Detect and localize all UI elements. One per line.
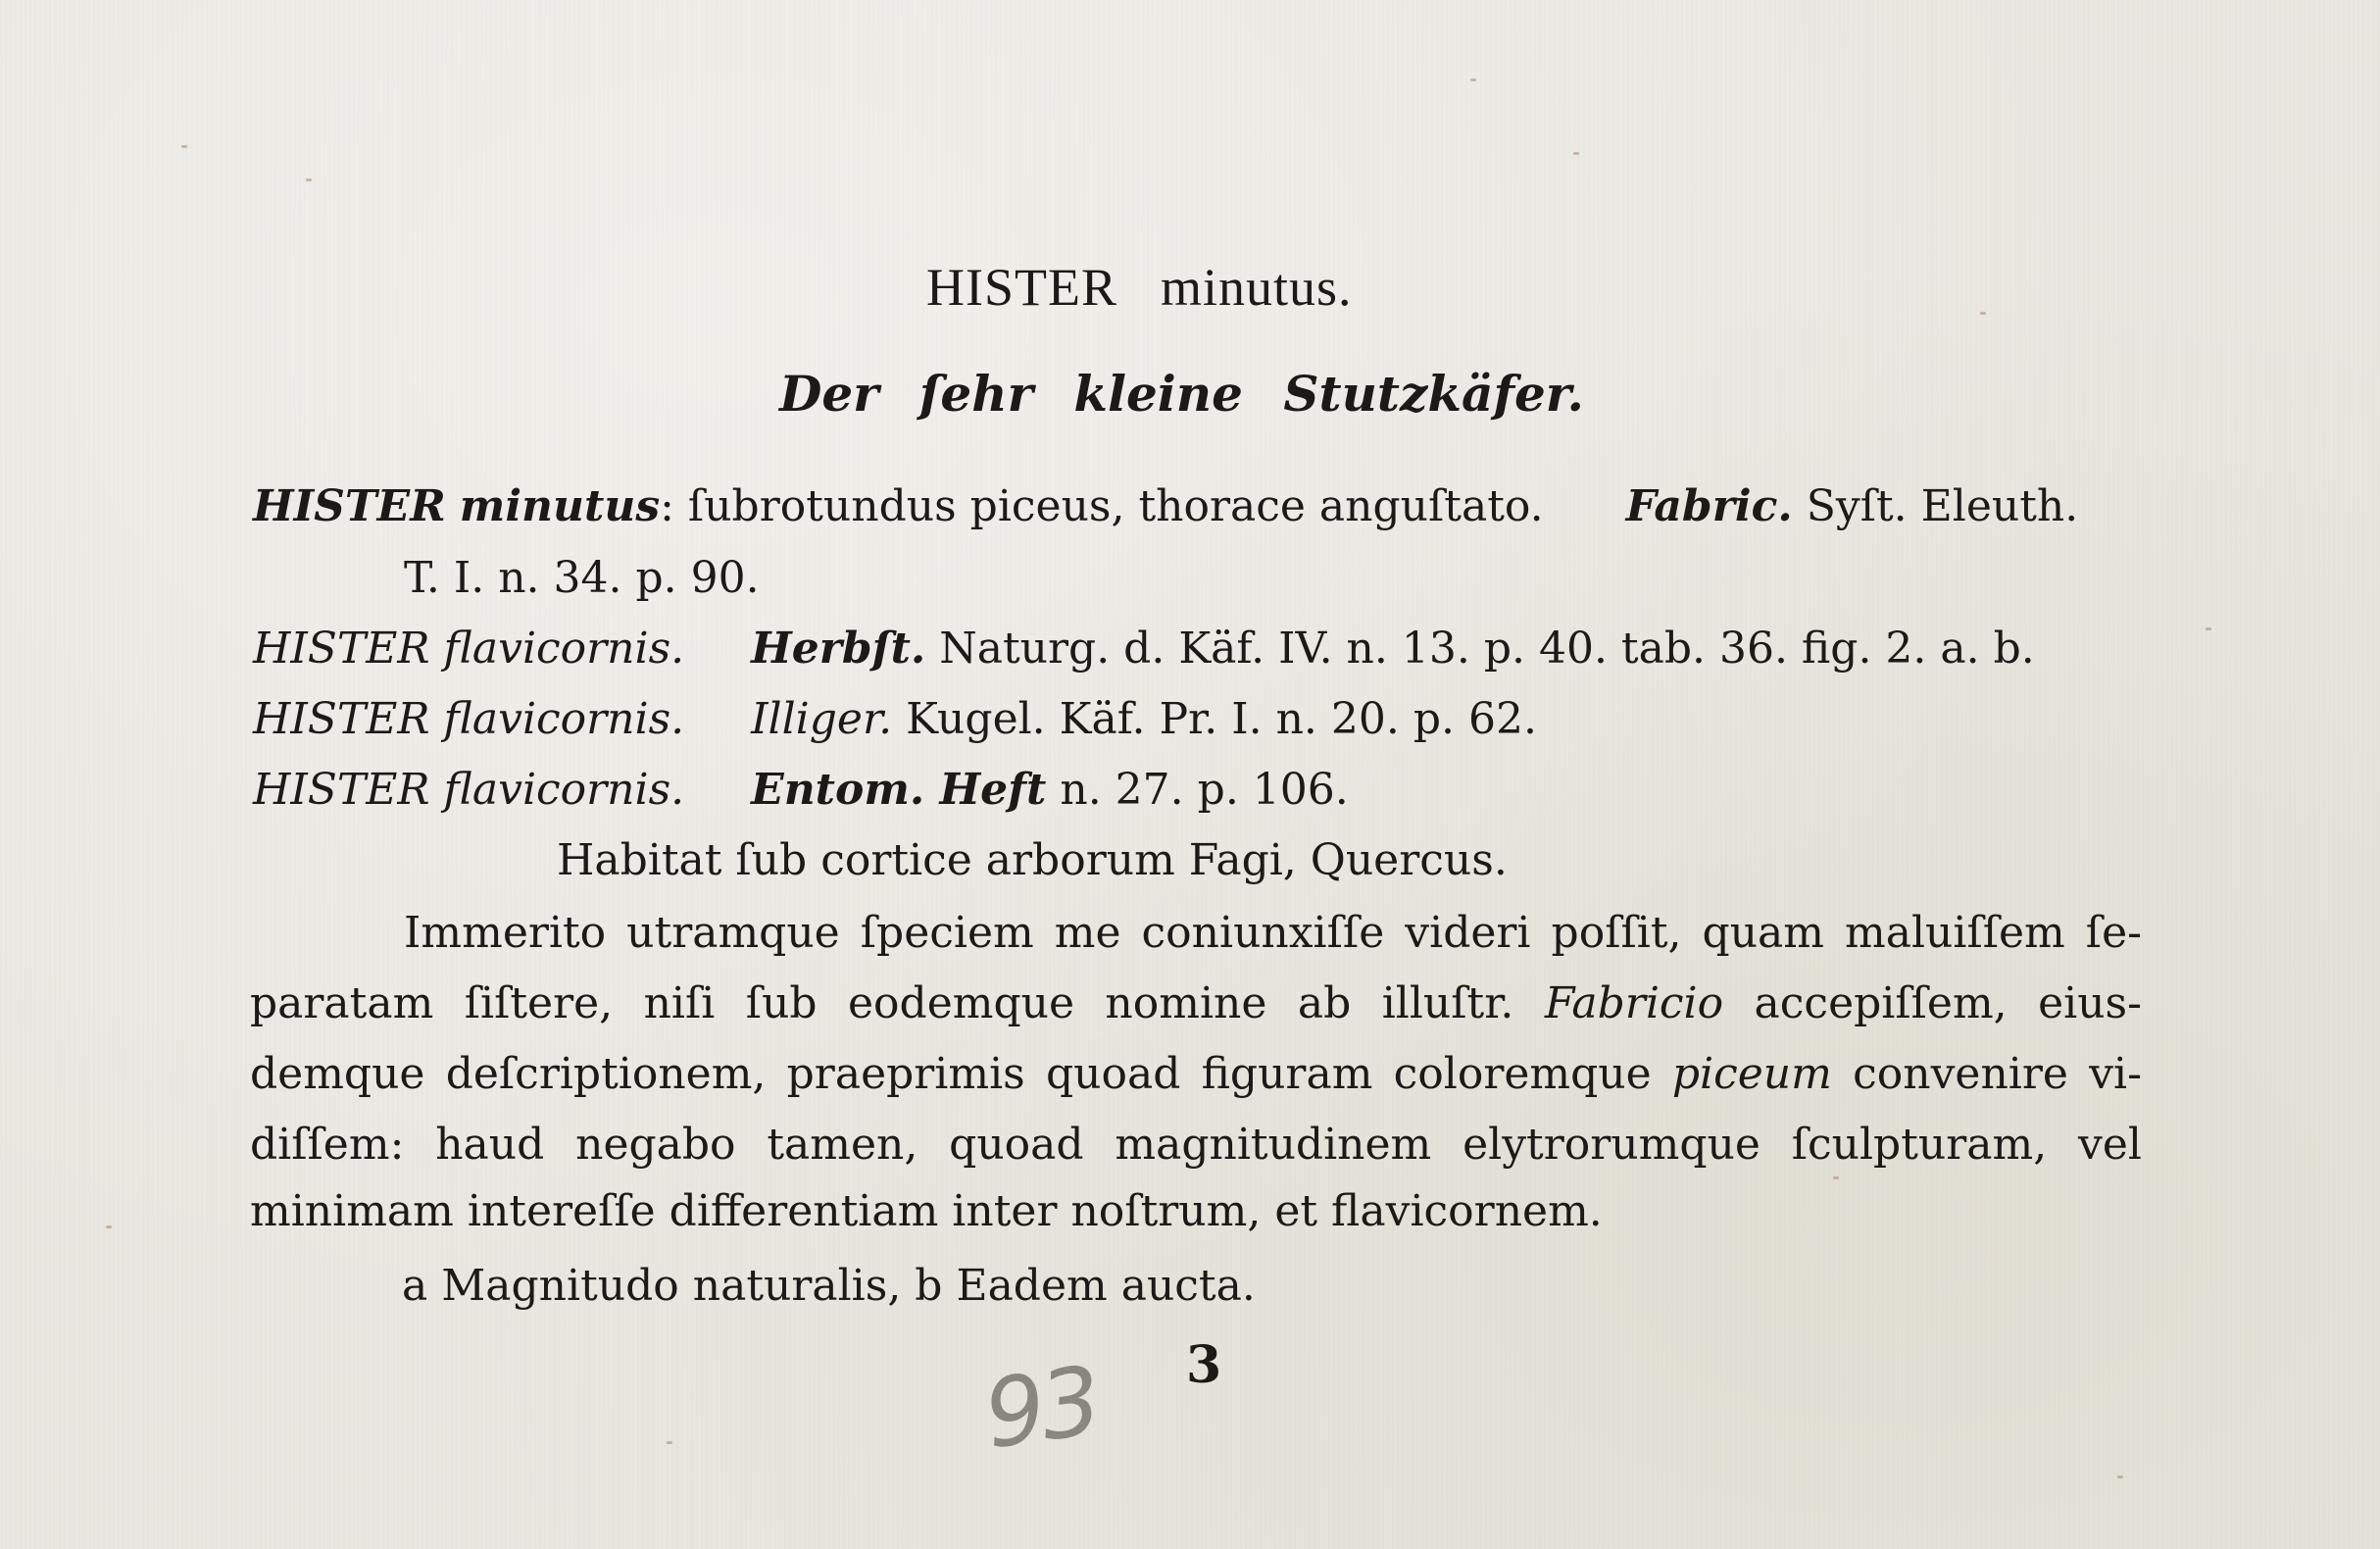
synonym-line-1 xyxy=(253,481,2079,531)
synonym-species: flavicornis. xyxy=(443,765,685,815)
paragraph-line-3 xyxy=(250,1049,2142,1099)
page-number: 3 xyxy=(1186,1335,1222,1395)
title-species: minutus. xyxy=(1161,258,1353,317)
synonym-line-2 xyxy=(253,624,2035,674)
synonym-reference: Kugel. Käf. Pr. I. n. 20. p. 62. xyxy=(906,694,1537,744)
paragraph-text: convenire vi- xyxy=(1853,1049,2142,1099)
paper-fleck xyxy=(667,1441,672,1444)
paragraph-line-5: minimam intereſſe differentiam inter noſtrum, et flavicornem. xyxy=(250,1186,1603,1236)
paper-fleck xyxy=(106,1225,112,1228)
synonym-reference: n. 27. p. 106. xyxy=(1060,765,1349,815)
synonym-reference: Naturg. d. Käf. IV. n. 13. p. 40. tab. 36. fig. 2. a. b. xyxy=(939,624,2035,674)
paragraph-line-4: diſſem: haud negabo tamen, quoad magnitudinem elytrorumque ſculpturam, vel xyxy=(250,1120,2142,1170)
paragraph-text: demque deſcriptionem, praeprimis quoad figuram coloremque xyxy=(250,1049,1652,1099)
synonym-line-3 xyxy=(253,694,1537,744)
synonym-continuation: T. I. n. 34. p. 90. xyxy=(404,553,760,603)
paper-fleck xyxy=(306,178,312,181)
page-title xyxy=(926,257,1353,318)
synonym-genus: HISTER xyxy=(253,624,430,674)
paragraph-line-2 xyxy=(250,978,2142,1028)
paper-fleck xyxy=(1470,78,1476,81)
synonym-genus: HISTER xyxy=(253,694,430,744)
synonym-author: Illiger. xyxy=(751,694,893,744)
synonym-species: minutus xyxy=(459,481,661,531)
title-genus: HISTER xyxy=(926,258,1117,317)
paper-fleck xyxy=(1980,312,1986,315)
synonym-species: flavicornis. xyxy=(443,624,685,674)
paragraph-italic-word: piceum xyxy=(1671,1049,1832,1099)
paragraph-line-1: Immerito utramque ſpeciem me coniunxiſſe videri poſſit, quam maluiſſem ſe- xyxy=(404,908,2142,958)
synonym-line-4 xyxy=(253,765,1349,815)
synonym-diagnosis: : ſubrotundus piceus, thorace anguſtato. xyxy=(660,481,1544,531)
paragraph-text: paratam ſiſtere, niſi ſub eodemque nomine ab illuſtr. xyxy=(250,978,1514,1028)
figure-caption: a Magnitudo naturalis, b Eadem aucta. xyxy=(402,1261,1256,1311)
synonym-author: Entom. Heft xyxy=(751,765,1047,815)
german-common-name: Der ſehr kleine Stutzkäfer. xyxy=(779,365,1584,423)
synonym-reference: Syſt. Eleuth. xyxy=(1806,481,2079,531)
paper-fleck xyxy=(1833,1176,1839,1179)
paragraph-italic-name: Fabricio xyxy=(1544,978,1724,1028)
paper-fleck xyxy=(2117,1475,2123,1478)
synonym-genus: HISTER xyxy=(253,481,446,531)
paragraph-text: accepiſſem, eius- xyxy=(1754,978,2142,1028)
habitat-line: Habitat ſub cortice arborum Fagi, Quercus. xyxy=(557,835,1508,885)
synonym-author: Fabric. xyxy=(1625,481,1793,531)
paper-fleck xyxy=(2206,627,2211,630)
synonym-genus: HISTER xyxy=(253,765,430,815)
paper-fleck xyxy=(181,145,187,148)
paper-fleck xyxy=(1573,152,1579,155)
synonym-species: flavicornis. xyxy=(443,694,685,744)
handwritten-number: 93 xyxy=(977,1345,1105,1471)
synonym-author: Herbſt. xyxy=(751,624,926,674)
